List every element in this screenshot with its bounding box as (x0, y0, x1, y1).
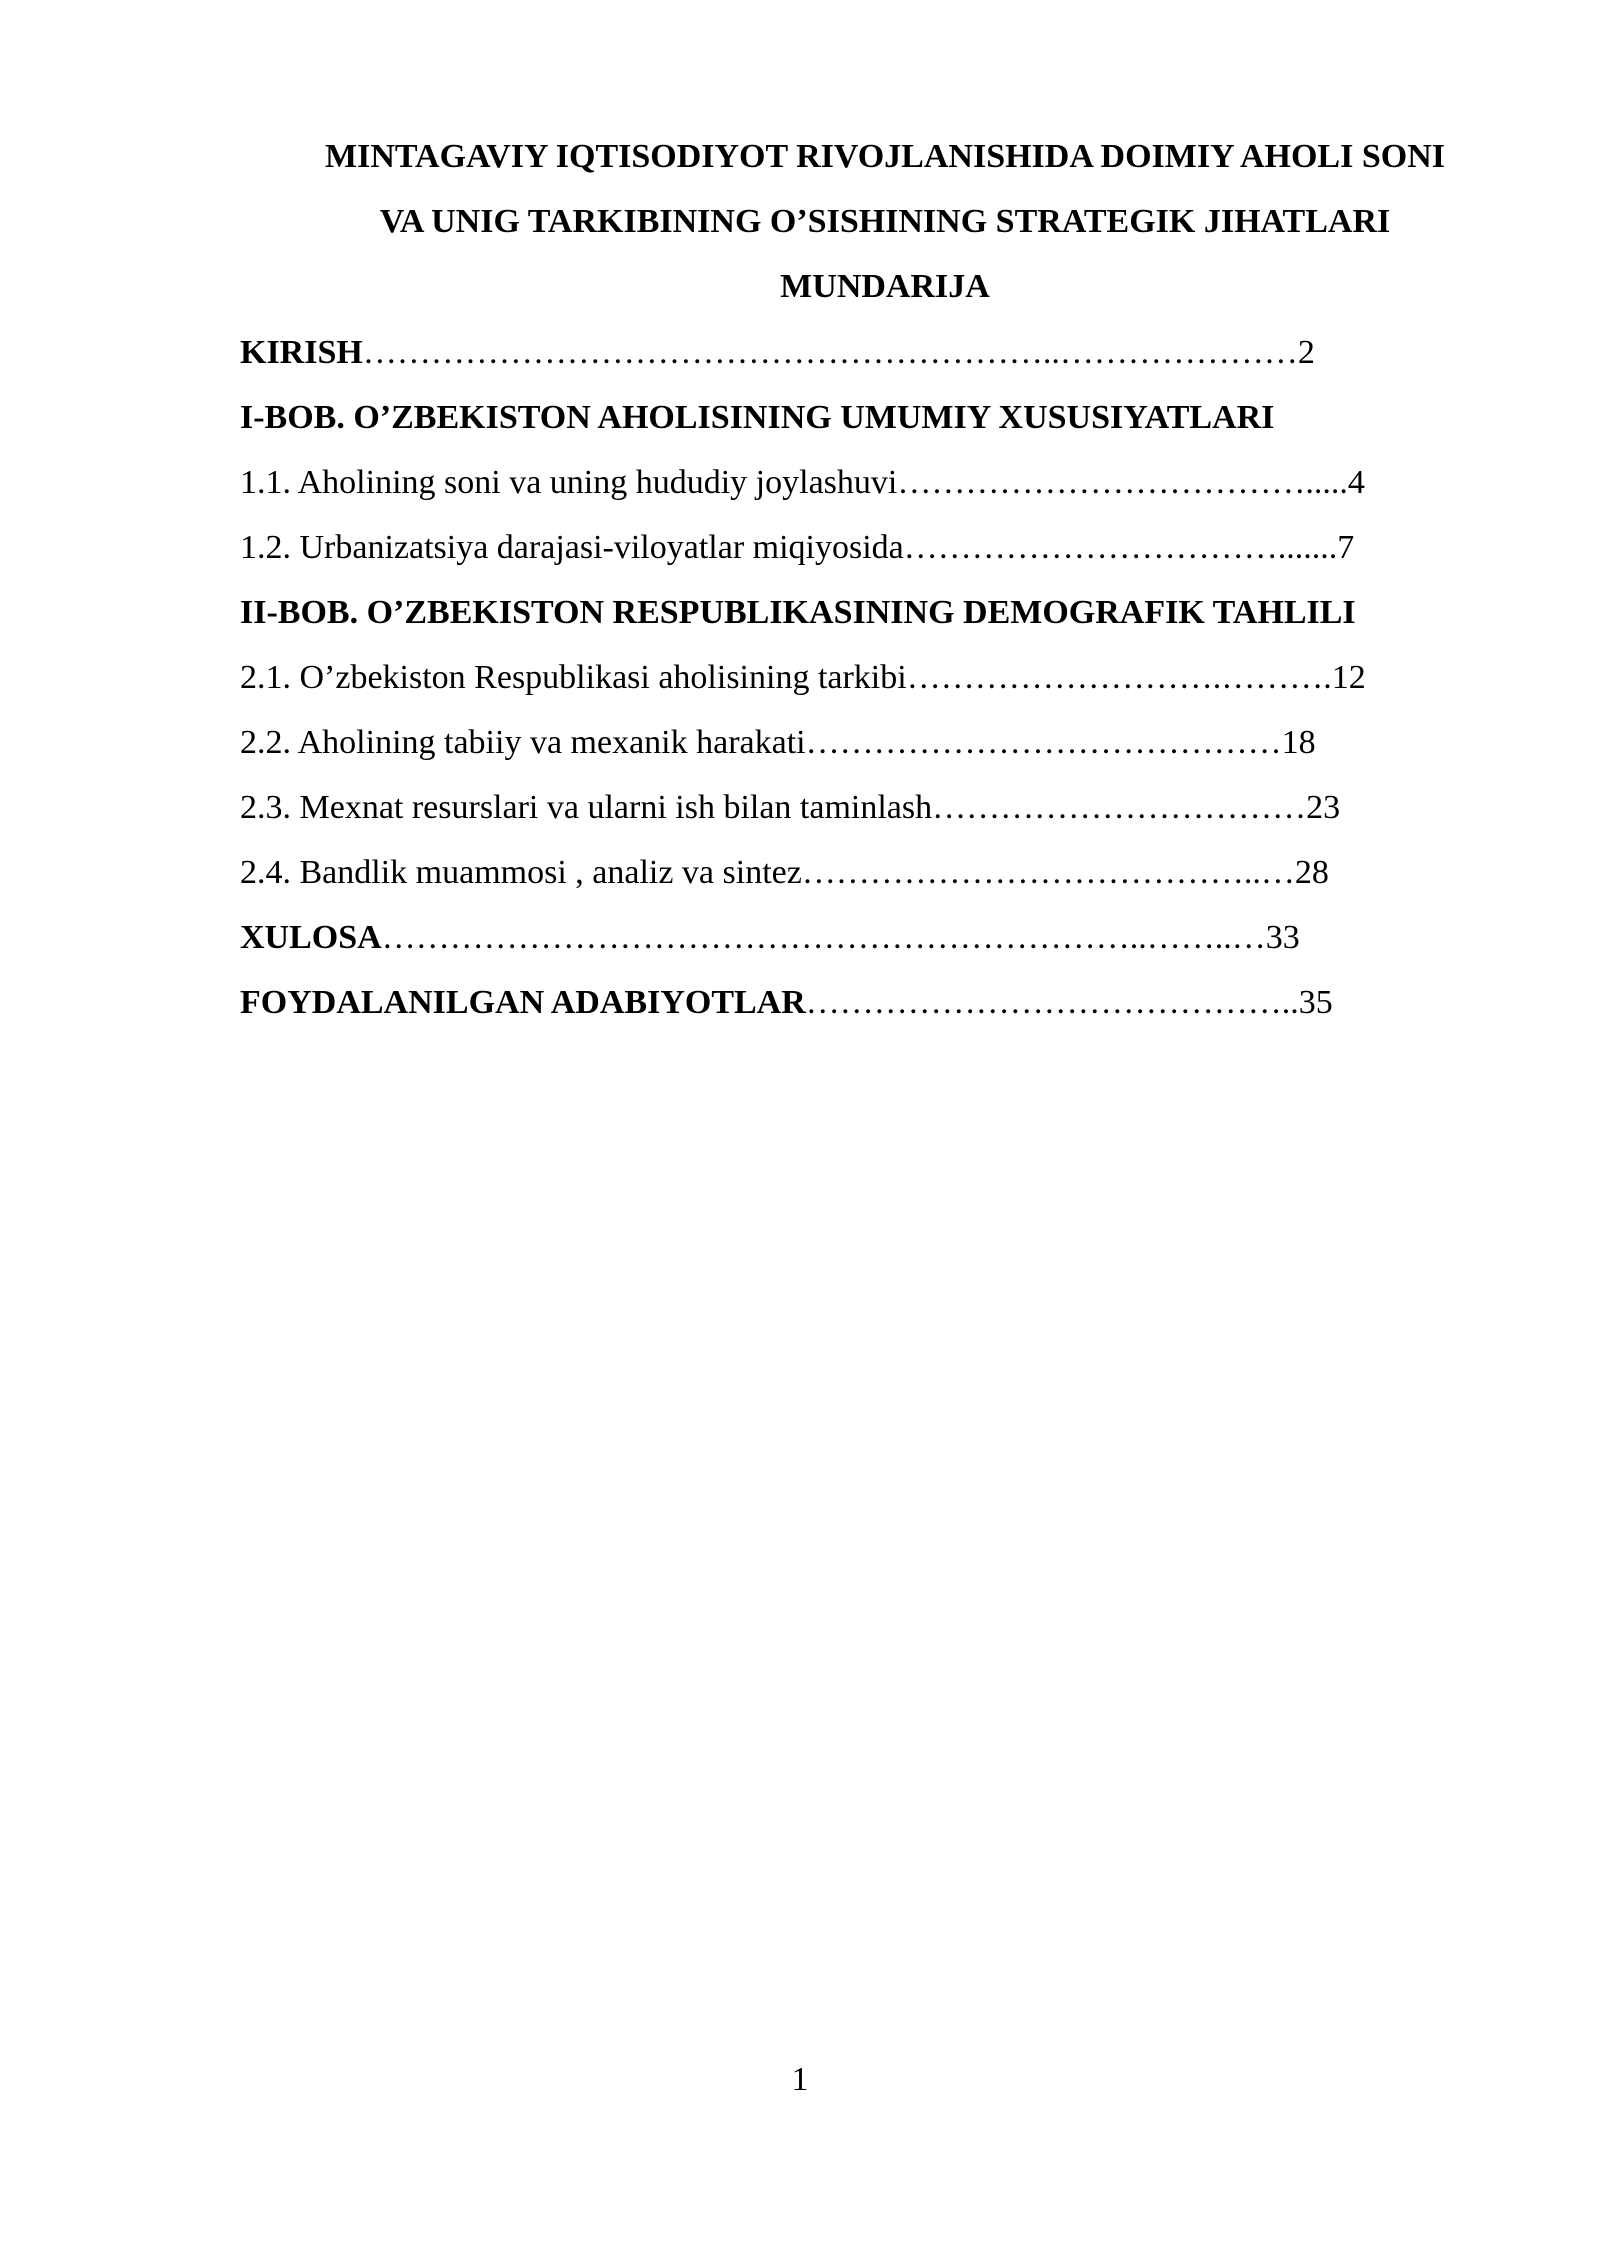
toc-entry-label: 2.1. O’zbekiston Respublikasi aholisining tarkibi (240, 659, 907, 696)
toc-entry-label: II-BOB. O’ZBEKISTON RESPUBLIKASINING DEMOGRAFIK TAHLILI (240, 594, 1356, 631)
page-number: 1 (791, 2061, 809, 2098)
toc-entry-label: 1.2. Urbanizatsiya darajasi-viloyatlar miqiyosida (240, 529, 904, 566)
toc-entry-xulosa (240, 905, 1500, 970)
toc-entry-1-1 (240, 450, 1500, 515)
toc-entry-1-2 (240, 515, 1500, 580)
title-line-1: MINTAGAVIY IQTISODIYOT RIVOJLANISHIDA DOIMIY AHOLI SONI (325, 138, 1445, 175)
toc-entry-leader: ……………………………………..35 (805, 984, 1333, 1021)
toc-entry-2-1 (240, 645, 1500, 710)
toc-entry-chapter-1 (240, 385, 1500, 450)
toc-entry-leader: …………………………………..…28 (801, 854, 1329, 891)
toc-entry-leader: ……………………………23 (932, 789, 1341, 826)
toc-entry-label: KIRISH (240, 334, 363, 371)
toc-heading: MUNDARIJA (780, 268, 990, 305)
toc-entry-2-3 (240, 775, 1500, 840)
toc-entry-leader: …………………………………………………………..……..…33 (381, 919, 1300, 956)
toc-entry-leader: ……………………………….....4 (897, 464, 1365, 501)
toc-entry-label: 2.2. Aholining tabiiy va mexanik harakati (240, 724, 806, 761)
toc-entry-label: 2.4. Bandlik muammosi , analiz va sintez (240, 854, 802, 891)
toc-entry-chapter-2 (240, 580, 1500, 645)
toc-entry-label: I-BOB. O’ZBEKISTON AHOLISINING UMUMIY XUSUSIYATLARI (240, 399, 1275, 436)
toc-entry-references (240, 970, 1500, 1035)
toc-entry-2-2 (240, 710, 1500, 775)
toc-entry-leader: …………………………….......7 (903, 529, 1355, 566)
toc-entry-leader: ……………………….……….12 (906, 659, 1366, 696)
toc-entry-kirish (240, 320, 1500, 385)
toc-entry-2-4 (240, 840, 1500, 905)
toc-entry-label: 2.3. Mexnat resurslari va ularni ish bilan taminlash (240, 789, 933, 826)
table-of-contents (240, 320, 1500, 1035)
title-line-2: VA UNIG TARKIBINING O’SISHINING STRATEGIK JIHATLARI (379, 203, 1391, 240)
toc-entry-label: XULOSA (240, 919, 382, 956)
toc-entry-label: 1.1. Aholining soni va uning hududiy joylashuvi (240, 464, 898, 501)
toc-entry-leader: ……………………………………18 (805, 724, 1316, 761)
toc-entry-label: FOYDALANILGAN ADABIYOTLAR (240, 984, 806, 1021)
document-title (240, 124, 1530, 319)
toc-entry-leader: ……………………………………………………..…………………2 (362, 334, 1315, 371)
